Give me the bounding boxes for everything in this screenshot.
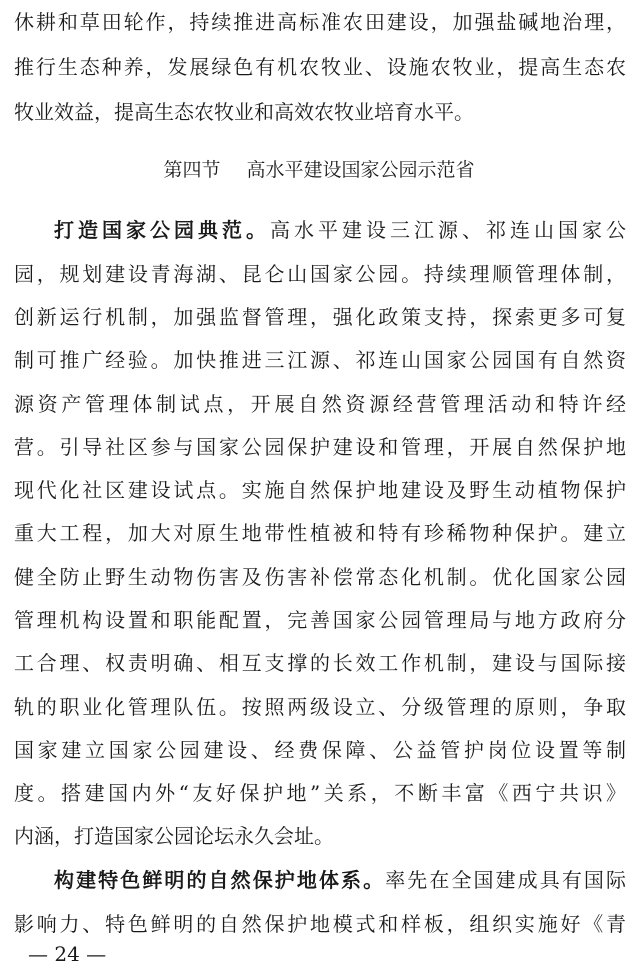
para2-first-rest: 率先在全国建成具有国际 — [385, 868, 626, 892]
intro-line-2: 推行生态种养，发展绿色有机农牧业、设施农牧业，提高生态农 — [14, 55, 626, 79]
intro-line-3: 牧业效益，提高生态农牧业和高效农牧业培育水平。 — [14, 100, 474, 124]
para1-line-6: 营。引导社区参与国家公园保护建设和管理，开展自然保护地 — [14, 435, 626, 459]
para1-line-11: 工合理、权责明确、相互支撑的长效工作机制，建设与国际接 — [14, 651, 626, 675]
para1-line-10: 管理机构设置和职能配置，完善国家公园管理局与地方政府分 — [14, 608, 626, 632]
para1-line-8: 重大工程，加大对原生地带性植被和特有珍稀物种保护。建立 — [14, 521, 626, 545]
para2-line-1 — [54, 860, 626, 900]
para1-line-15: 内涵，打造国家公园论坛永久会址。 — [14, 824, 334, 848]
section-heading — [0, 150, 638, 190]
section-number: 第四节 — [163, 159, 221, 181]
para1-lead: 打造国家公园典范。 — [54, 218, 270, 242]
para1-line-12: 轨的职业化管理队伍。按照两级设立、分级管理的原则，争取 — [14, 695, 626, 719]
intro-line-1: 休耕和草田轮作，持续推进高标准农田建设，加强盐碱地治理， — [14, 10, 626, 34]
section-title: 高水平建设国家公园示范省 — [246, 159, 475, 181]
para2-line-2: 影响力、特色鲜明的自然保护地模式和样板，组织实施好《青 — [14, 912, 626, 936]
para1-line-14: 度。搭建国内外“友好保护地”关系，不断丰富《西宁共识》 — [14, 781, 626, 805]
para1-line-7: 现代化社区建设试点。实施自然保护地建设及野生动植物保护 — [14, 478, 626, 502]
para1-line-1 — [54, 210, 626, 250]
para1-line-4: 制可推广经验。加快推进三江源、祁连山国家公园国有自然资 — [14, 348, 626, 372]
para2-lead: 构建特色鲜明的自然保护地体系。 — [54, 868, 386, 892]
para1-line-2: 园，规划建设青海湖、昆仑山国家公园。持续理顺管理体制， — [14, 262, 626, 286]
para1-line-5: 源资产管理体制试点，开展自然资源经营管理活动和特许经 — [14, 392, 626, 416]
para1-line-9: 健全防止野生动物伤害及伤害补偿常态化机制。优化国家公园 — [14, 565, 626, 589]
page-number: — 24 — — [28, 942, 107, 966]
para1-line-13: 国家建立国家公园建设、经费保障、公益管护岗位设置等制 — [14, 738, 626, 762]
para1-first-rest: 高水平建设三江源、祁连山国家公 — [270, 218, 626, 242]
para1-line-3: 创新运行机制，加强监督管理，强化政策支持，探索更多可复 — [14, 305, 626, 329]
